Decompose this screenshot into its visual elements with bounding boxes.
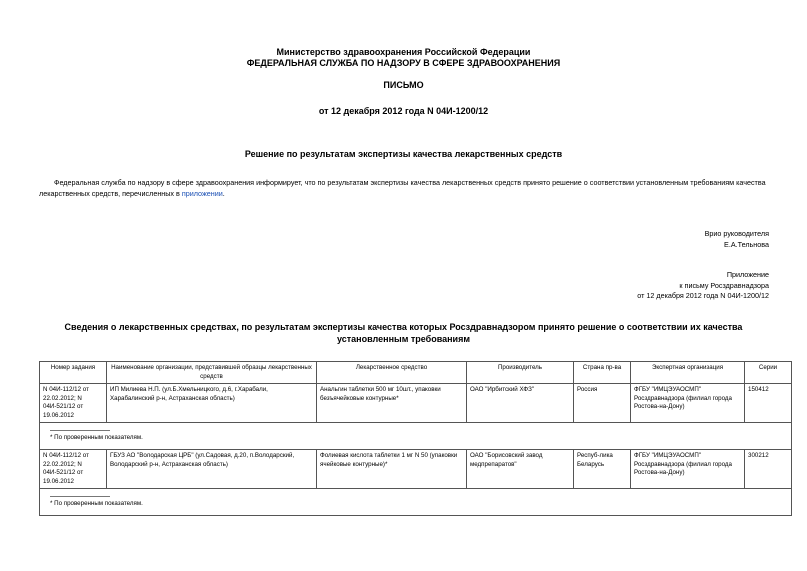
footnote-cell (40, 489, 792, 516)
drugs-table (39, 361, 792, 516)
cell-country: Россия (574, 384, 631, 423)
signature-name: Е.А.Тельнова (724, 239, 769, 249)
header-task: Номер задания (40, 362, 107, 384)
appendix-date: от 12 декабря 2012 года N 04И-1200/12 (637, 291, 769, 300)
appendix-title: Приложение (726, 270, 769, 279)
cell-organization: ИП Милиева Н.П. (ул.Б.Хмельницкого, д.6, г.Харабали, Харабалинский р-н, Астраханская область) (107, 384, 317, 423)
cell-series: 150412 (745, 384, 792, 423)
footnote-row (40, 489, 792, 516)
appendix-link[interactable]: приложении (181, 188, 223, 198)
signature-block (705, 229, 769, 250)
signature-position: Врио руководителя (704, 229, 769, 238)
table-title: Сведения о лекарственных средствах, по результатам экспертизы качества которых Росздравнадзором принято решение о соответствии их качества установленным требованиям (64, 322, 743, 344)
cell-series: 300212 (745, 450, 792, 489)
cell-organization: ГБУЗ АО "Володарская ЦРБ" (ул.Садовая, д.20, п.Володарский, Володарский р-н, Астраханская область) (107, 450, 317, 489)
ministry-name: Министерство здравоохранения Российской Федерации (276, 47, 531, 57)
footnote-row (40, 423, 792, 450)
cell-drug: Фолиевая кислота таблетки 1 мг N 50 (упаковки ячейковые контурные)* (317, 450, 467, 489)
header-manufacturer: Производитель (467, 362, 574, 384)
cell-country: Респуб-лика Беларусь (574, 450, 631, 489)
body-paragraph (39, 178, 769, 199)
cell-expert: ФГБУ "ИМЦЭУАОСМП" Росздравнадзора (филиал города Ростова-на-Дону) (631, 450, 745, 489)
table-row (40, 450, 792, 489)
footnote-cell (40, 423, 792, 450)
body-text: Федеральная служба по надзору в сфере здравоохранения информирует, что по результатам экспертизы качества лекарственных средств принято решение о соответствии установленным требованиям качества лекарственных средств, перечисленных в (39, 178, 766, 198)
footnote-text: * По проверенным показателям. (50, 434, 143, 441)
header-series: Серии (745, 362, 792, 384)
document-type: ПИСЬМО (383, 80, 424, 90)
cell-expert: ФГБУ "ИМЦЭУАОСМП" Росздравнадзора (филиал города Ростова-на-Дону) (631, 384, 745, 423)
header-organization: Наименование организации, представившей образцы лекарственных средств (107, 362, 317, 384)
footnote-divider (50, 430, 110, 431)
footnote-text: * По проверенным показателям. (50, 500, 143, 507)
cell-manufacturer: ОАО "Борисовский завод медпрепаратов" (467, 450, 574, 489)
header-expert: Экспертная организация (631, 362, 745, 384)
cell-drug: Анальгин таблетки 500 мг 10шт., упаковки безъячейковые контурные* (317, 384, 467, 423)
cell-task: N 04И-112/12 от 22.02.2012; N 04И-521/12 от 19.06.2012 (40, 384, 107, 423)
table-row (40, 384, 792, 423)
cell-manufacturer: ОАО "Ирбитский ХФЗ" (467, 384, 574, 423)
document-date-number: от 12 декабря 2012 года N 04И-1200/12 (318, 106, 489, 116)
appendix-ref: к письму Росздравнадзора (679, 280, 769, 290)
table-header-row (40, 362, 792, 384)
service-name: ФЕДЕРАЛЬНАЯ СЛУЖБА ПО НАДЗОРУ В СФЕРЕ ЗДРАВООХРАНЕНИЯ (246, 58, 561, 68)
header-drug: Лекарственное средство (317, 362, 467, 384)
document-subject: Решение по результатам экспертизы качества лекарственных средств (244, 149, 563, 159)
appendix-block (637, 270, 769, 302)
footnote-divider (50, 496, 110, 497)
header-country: Страна пр-ва (574, 362, 631, 384)
body-end: . (222, 188, 225, 198)
cell-task: N 04И-112/12 от 22.02.2012; N 04И-521/12 от 19.06.2012 (40, 450, 107, 489)
